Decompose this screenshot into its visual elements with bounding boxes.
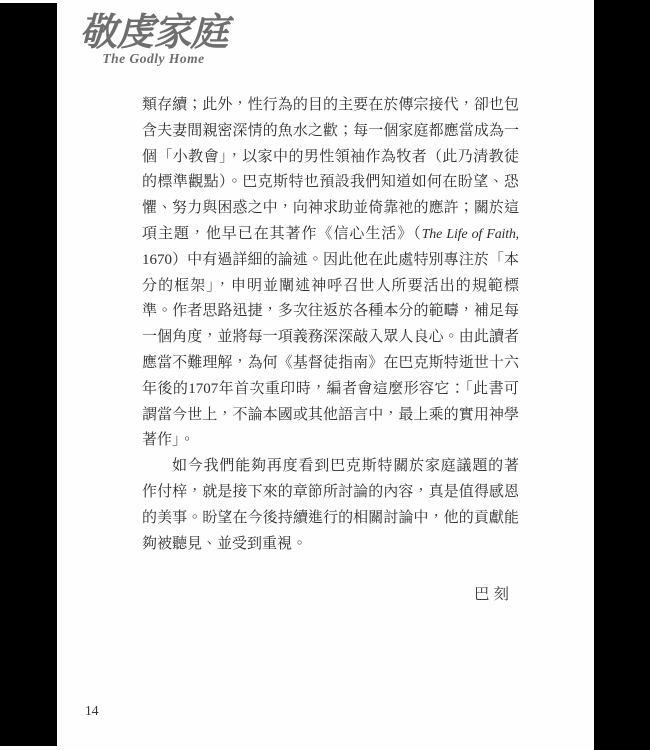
paragraph1-line-11: 應當不難理解，為何《基督徒指南》在巴克斯特逝世十六 [142,354,519,371]
paragraph1-line-8: 分的框架」，申明並闡述神呼召世人所要活出的規範標 [142,277,519,294]
paragraph1-line-4: 的標準觀點）。巴克斯特也預設我們知道如何在盼望、恐 [142,174,519,191]
paragraph1-line-3: 個「小教會」，以家中的男性領袖作為牧者（此乃清教徒 [142,148,519,165]
paragraph1-line-6 [142,222,519,248]
logo-chinese-calligraphy: 敬虔家庭 [79,12,228,54]
paragraph1-line-13: 謂當今世上，不論本國或其他語言中，最上乘的實用神學 [142,406,519,423]
book-page [57,0,594,750]
book-logo [71,10,236,67]
page-number: 14 [85,703,99,718]
paragraph1-line-2: 含夫妻間親密深情的魚水之歡；每一個家庭都應當成為一 [142,122,519,139]
author-signature: 巴刻 [474,586,514,603]
paragraph1-line-1: 類存續；此外，性行為的目的主要在於傳宗接代，卻也包 [142,97,519,113]
scan-border-left [0,3,57,746]
book-title-english-italic: The Life of Faith, [421,226,519,242]
logo-english-subtitle: The Godly Home [102,51,205,66]
paragraph2-line-3: 的美事。盼望在今後持續進行的相關討論中，他的貢獻能 [142,509,519,526]
paragraph1-line-10: 一個角度，並將每一項義務深深敲入眾人良心。由此讀者 [142,329,519,346]
paragraph1-line-12: 年後的1707年首次重印時，編者會這麼形容它：「此書可 [142,380,519,397]
paragraph1-line-9: 準。作者思路迅捷，多次往返於各種本分的範疇，補足每 [142,303,519,320]
paragraph2-line-1: 如今我們能夠再度看到巴克斯特關於家庭議題的著 [172,458,519,475]
paragraph1-line-14: 著作」。 [142,432,195,449]
paragraph2-line-2: 作付梓，就是接下來的章節所討論的內容，真是值得感恩 [142,483,519,500]
scan-border-right [594,0,650,750]
paragraph1-line-7: 1670）中有過詳細的論述。因此他在此處特別專注於「本 [142,251,519,268]
line-6-chinese-text: 項主題，他早已在其著作《信心生活》（ [142,225,422,242]
body-text-block [142,93,519,557]
paragraph2-line-4: 夠被聽見、並受到重視。 [142,535,308,552]
paragraph1-line-5: 懼、努力與困惑之中，向神求助並倚靠祂的應許；關於這 [142,200,519,217]
